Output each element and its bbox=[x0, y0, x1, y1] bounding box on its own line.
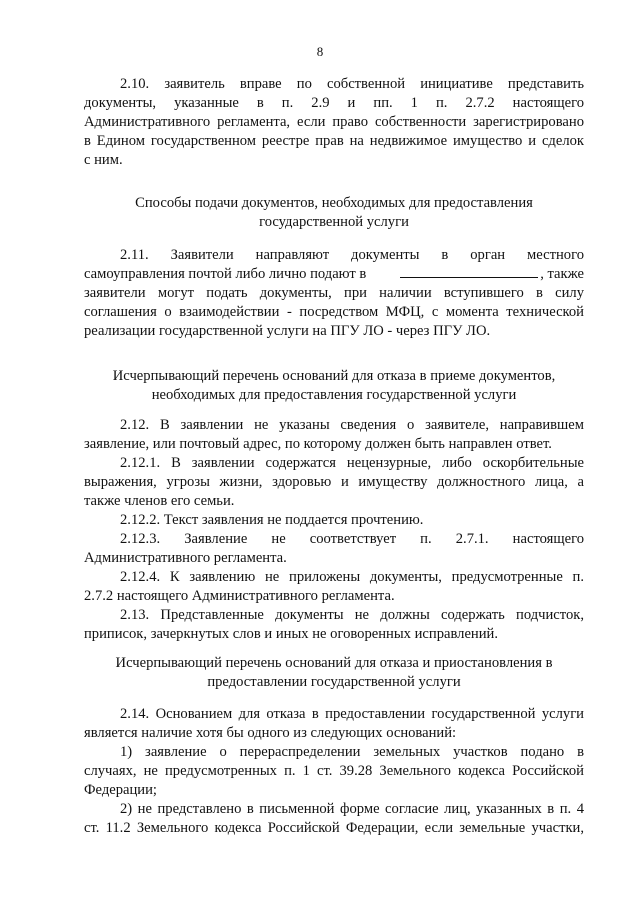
section-heading-refusal-acceptance bbox=[84, 367, 584, 405]
text-line: 1) заявление о перераспределении земельных участков подано в bbox=[120, 744, 584, 760]
paragraph-2-10 bbox=[84, 75, 584, 170]
text-line: 2.11. Заявители направляют документы в орган местного bbox=[120, 247, 584, 263]
text-line: 2.7.2 настоящего Административного регламента. bbox=[84, 588, 395, 604]
text-line: реализации государственной услуги на ПГУ ЛО - через ПГУ ЛО. bbox=[84, 323, 491, 339]
text-line: 2.10. заявитель вправе по собственной инициативе представить bbox=[120, 76, 584, 92]
paragraph-2-12 bbox=[84, 416, 584, 644]
section-heading-submission bbox=[84, 194, 584, 232]
text-line: 2.12.3. Заявление не соответствует п. 2.7.1. настоящего bbox=[120, 531, 584, 547]
text-line: 2.12.2. Текст заявления не поддается прочтению. bbox=[120, 512, 424, 528]
heading-line: предоставлении государственной услуги bbox=[207, 674, 461, 690]
text-line: 2.12.4. К заявлению не приложены документы, предусмотренные п. bbox=[120, 569, 584, 585]
text-line: 2.13. Представленные документы не должны содержать подчисток, bbox=[120, 607, 584, 623]
text-line: Административного регламента. bbox=[84, 550, 287, 566]
text-line-with-blank bbox=[84, 265, 584, 284]
paragraph-2-14 bbox=[84, 705, 584, 838]
text-line: ст. 11.2 Земельного кодекса Российской Федерации, если земельные участки, bbox=[84, 820, 584, 836]
text-line: Федерации; bbox=[84, 782, 157, 798]
text-line: заявители могут подать документы, при наличии вступившего в силу bbox=[84, 285, 584, 301]
text-line: заявление, или почтовый адрес, по которому должен быть направлен ответ. bbox=[84, 436, 552, 452]
text-line: выражения, угрозы жизни, здоровью и имуществу должностного лица, а bbox=[84, 474, 584, 490]
heading-line: необходимых для предоставления государственной услуги bbox=[151, 387, 517, 403]
text-line: документы, указанные в п. 2.9 и пп. 1 п. 2.7.2 настоящего bbox=[84, 95, 584, 111]
text-line: случаях, не предусмотренных п. 1 ст. 39.28 Земельного кодекса Российской bbox=[84, 763, 584, 779]
blank-field-group bbox=[398, 265, 584, 284]
section-heading-refusal-suspension bbox=[84, 654, 584, 692]
blank-underline bbox=[400, 265, 538, 278]
heading-line: Исчерпывающий перечень оснований для отказа в приеме документов, bbox=[112, 368, 556, 384]
text-line: соглашения о взаимодействии - посредством МФЦ, с момента технической bbox=[84, 304, 584, 320]
text-fragment: , также bbox=[540, 266, 584, 282]
page-number: 8 bbox=[316, 44, 324, 59]
text-line: с ним. bbox=[84, 152, 123, 168]
text-line: приписок, зачеркнутых слов и иных не оговоренных исправлений. bbox=[84, 626, 499, 642]
heading-line: Способы подачи документов, необходимых для предоставления bbox=[135, 195, 533, 211]
heading-line: Исчерпывающий перечень оснований для отказа и приостановления в bbox=[115, 655, 553, 671]
text-fragment: самоуправления почтой либо лично подают в bbox=[84, 266, 367, 282]
text-line: 2.12.1. В заявлении содержатся нецензурные, либо оскорбительные bbox=[120, 455, 584, 471]
heading-line: государственной услуги bbox=[259, 214, 409, 230]
text-line: 2.14. Основанием для отказа в предоставлении государственной услуги bbox=[120, 706, 584, 722]
text-line: также членов его семьи. bbox=[84, 493, 235, 509]
text-line: является наличие хотя бы одного из следующих оснований: bbox=[84, 725, 457, 741]
text-line: в Едином государственном реестре прав на недвижимое имущество и сделок bbox=[84, 133, 584, 149]
text-line: 2.12. В заявлении не указаны сведения о заявителе, направившем bbox=[120, 417, 584, 433]
paragraph-2-11 bbox=[84, 246, 584, 341]
text-line: Административного регламента, если право собственности зарегистрировано bbox=[84, 114, 584, 130]
text-line: 2) не представлено в письменной форме согласие лиц, указанных в п. 4 bbox=[120, 801, 584, 817]
